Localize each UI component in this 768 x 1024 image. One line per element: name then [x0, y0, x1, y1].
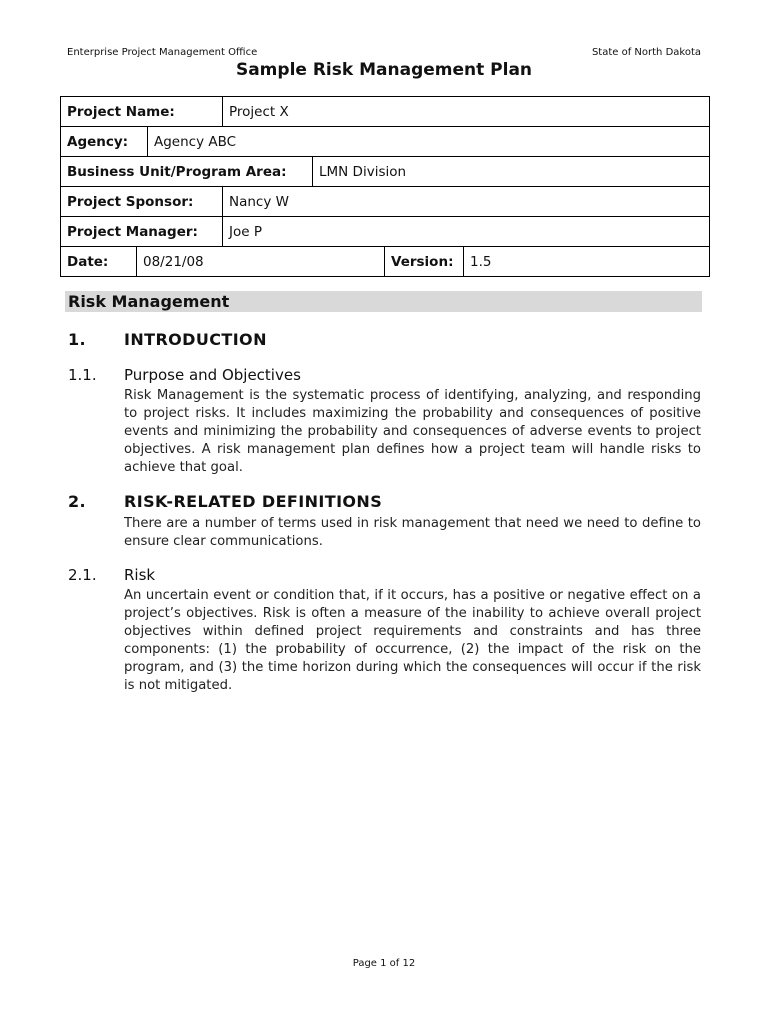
sponsor-value: Nancy W — [229, 193, 289, 210]
section-2-paragraph: There are a number of terms used in risk management that need we need to define to ensure clear communications. — [124, 516, 701, 549]
business-unit-value: LMN Division — [319, 163, 407, 180]
project-name-label: Project Name: — [61, 97, 223, 126]
section-1-number: 1. — [68, 330, 87, 349]
business-unit-label: Business Unit/Program Area: — [61, 157, 313, 186]
section-2-1-title: Risk — [124, 566, 156, 584]
page-number: Page 1 of 12 — [352, 958, 416, 969]
section-1-title: INTRODUCTION — [124, 330, 267, 349]
date-value: 08/21/08 — [137, 247, 385, 276]
section-2-1-number: 2.1. — [68, 566, 97, 584]
manager-row — [61, 217, 709, 247]
document-title: Sample Risk Management Plan — [235, 60, 533, 80]
version-label: Version: — [385, 247, 464, 276]
project-info-table — [60, 96, 710, 277]
section-1-1-number: 1.1. — [68, 366, 97, 384]
sponsor-label: Project Sponsor: — [61, 187, 223, 216]
header-office: Enterprise Project Management Office — [67, 47, 258, 58]
project-name-row — [61, 97, 709, 127]
section-1-1-paragraph: Risk Management is the systematic process of identifying, analyzing, and responding to project risks. It includes maximizing the probability and consequences of positive events and minimizing the probability and consequences of adverse events to project objectives. A risk management plan defines how a project team will handle risks to achieve that goal. — [124, 388, 701, 475]
business-unit-row — [61, 157, 709, 187]
sponsor-row — [61, 187, 709, 217]
date-label: Date: — [61, 247, 137, 276]
section-2-title: RISK-RELATED DEFINITIONS — [124, 492, 383, 511]
section-1-1-title: Purpose and Objectives — [124, 366, 301, 384]
header-state: State of North Dakota — [591, 47, 701, 58]
project-name-value: Project X — [229, 103, 289, 120]
risk-management-heading — [65, 291, 702, 312]
section-2-1-paragraph: An uncertain event or condition that, if it occurs, has a positive or negative effect on a project’s objectives. Risk is often a measure of the inability to achieve overall project objectives within defined project requirements and constraints and has three components: (1) the probability of occurrence, (2) the impact of the risk on the program, and (3) the time horizon during which the consequences will occur if the risk is not mitigated. — [124, 588, 701, 693]
version-value: 1.5 — [470, 253, 492, 270]
agency-value: Agency ABC — [154, 133, 237, 150]
section-2-number: 2. — [68, 492, 87, 511]
date-version-row — [61, 247, 709, 276]
risk-management-heading-text: Risk Management — [68, 292, 230, 311]
agency-row — [61, 127, 709, 157]
agency-label: Agency: — [61, 127, 148, 156]
manager-label: Project Manager: — [61, 217, 223, 246]
manager-value: Joe P — [229, 223, 262, 240]
